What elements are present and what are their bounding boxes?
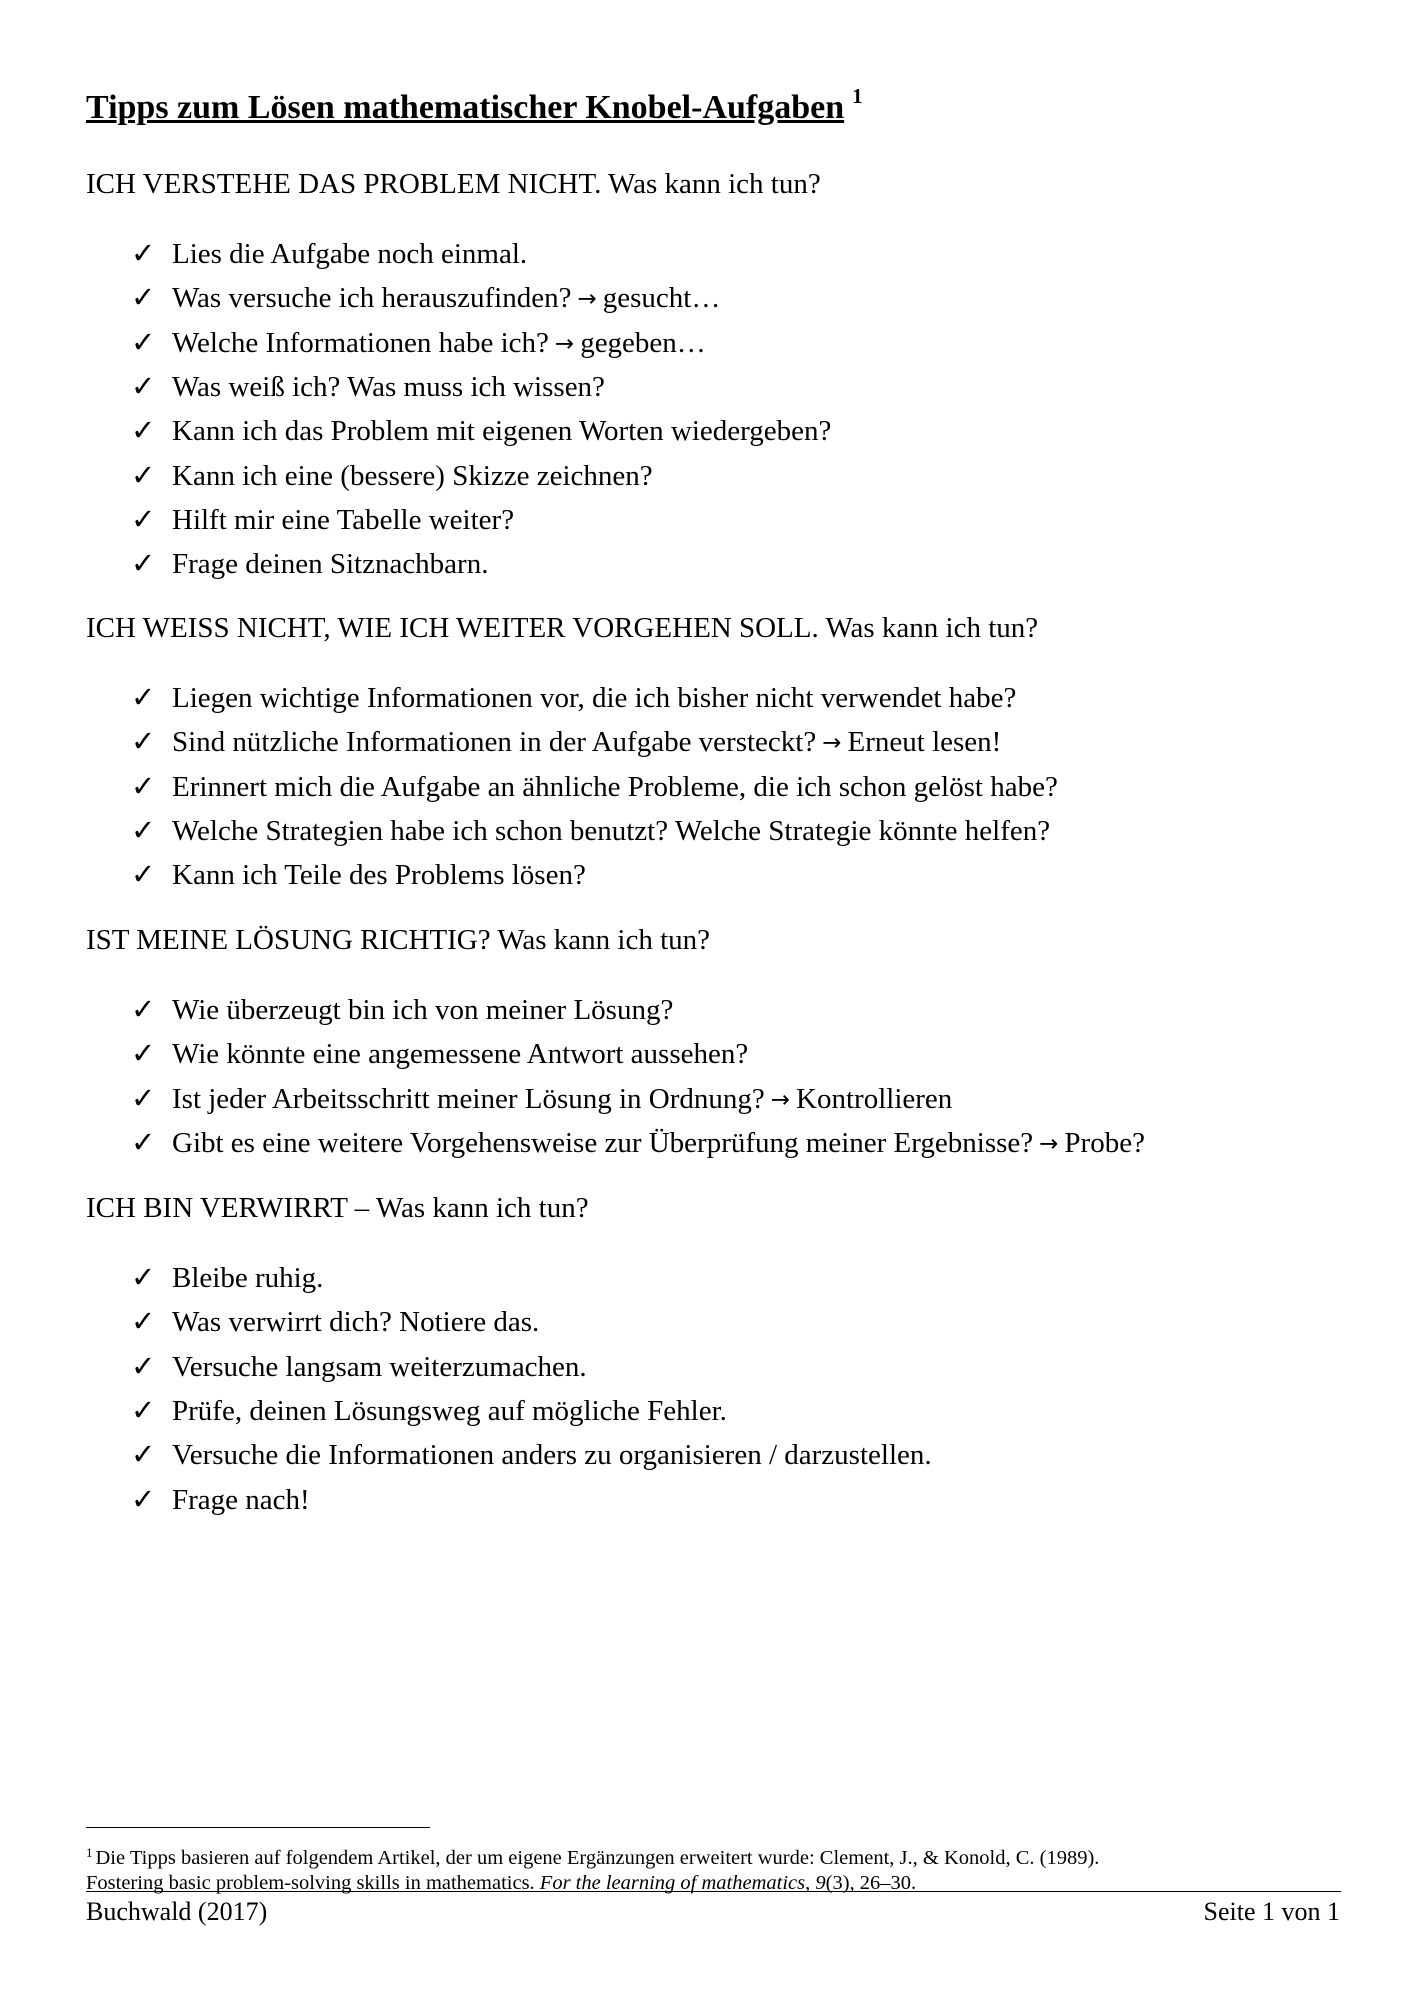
checklist-item bbox=[131, 1304, 539, 1339]
checkmark-icon: ✓ bbox=[131, 548, 156, 581]
checkmark-icon: ✓ bbox=[131, 1038, 156, 1071]
title-footnote-mark: 1 bbox=[852, 84, 863, 108]
checklist-item bbox=[131, 1125, 1145, 1160]
checkmark-icon: ✓ bbox=[131, 415, 156, 448]
checklist-item-text: Frage nach! bbox=[172, 1483, 310, 1516]
footnote-journal: For the learning of mathematics bbox=[539, 1872, 806, 1894]
checklist-item-text: Versuche langsam weiterzumachen. bbox=[172, 1350, 587, 1383]
section-heading: ICH VERSTEHE DAS PROBLEM NICHT. Was kann ich tun? bbox=[86, 168, 821, 200]
checklist-item-text: Kann ich Teile des Problems lösen? bbox=[172, 859, 586, 892]
checklist-item bbox=[131, 1036, 748, 1071]
arrow-right-icon: → bbox=[770, 1086, 791, 1113]
checklist-item-text: Versuche die Informationen anders zu organisieren / darzustellen. bbox=[172, 1439, 932, 1472]
footnote-text-1: Die Tipps basieren auf folgendem Artikel, der um eigene Ergänzungen erweitert wurde: Clement, J., & Konold, C. (1989). bbox=[95, 1847, 1100, 1869]
checklist-item-text: Was versuche ich herauszufinden? bbox=[172, 282, 572, 315]
checklist-item bbox=[131, 1437, 932, 1472]
checklist-item-text: Welche Strategien habe ich schon benutzt? Welche Strategie könnte helfen? bbox=[172, 814, 1051, 847]
checklist-item-text: Was verwirrt dich? Notiere das. bbox=[172, 1306, 540, 1339]
page-title bbox=[86, 84, 863, 127]
checkmark-icon: ✓ bbox=[131, 1439, 156, 1472]
checklist-item bbox=[131, 1081, 952, 1116]
section-heading: ICH WEISS NICHT, WIE ICH WEITER VORGEHEN SOLL. Was kann ich tun? bbox=[86, 612, 1039, 644]
checklist-item-text: Ist jeder Arbeitsschritt meiner Lösung in Ordnung? bbox=[172, 1082, 765, 1115]
checklist-item-text: Hilft mir eine Tabelle weiter? bbox=[172, 503, 515, 536]
checkmark-icon: ✓ bbox=[131, 1350, 156, 1383]
checklist-item-text: Liegen wichtige Informationen vor, die ich bisher nicht verwendet habe? bbox=[172, 682, 1017, 714]
checklist-item-text: Wie könnte eine angemessene Antwort aussehen? bbox=[172, 1038, 749, 1071]
footnote-text-2: Fostering basic problem-solving skills in mathematics. bbox=[86, 1872, 540, 1894]
checklist-item bbox=[131, 325, 706, 360]
checklist-item bbox=[131, 458, 653, 493]
checklist-item-text: Kann ich eine (bessere) Skizze zeichnen? bbox=[172, 459, 653, 492]
checkmark-icon: ✓ bbox=[131, 326, 156, 359]
footnote-mark: 1 bbox=[86, 1845, 93, 1860]
section-heading: IST MEINE LÖSUNG RICHTIG? Was kann ich tun? bbox=[86, 924, 711, 956]
checklist-item bbox=[131, 680, 1016, 715]
page-title-text: Tipps zum Lösen mathematischer Knobel-Aufgaben bbox=[86, 89, 845, 126]
checkmark-icon: ✓ bbox=[131, 770, 156, 803]
arrow-right-icon: → bbox=[822, 730, 842, 757]
checkmark-icon: ✓ bbox=[131, 459, 156, 492]
checklist-item-text: Wie überzeugt bin ich von meiner Lösung? bbox=[172, 994, 674, 1026]
checklist-item-text: Frage deinen Sitznachbarn. bbox=[172, 548, 489, 581]
checklist-item-hint: Kontrollieren bbox=[796, 1082, 953, 1115]
checklist-item-hint: gesucht… bbox=[602, 282, 721, 315]
checklist-item bbox=[131, 502, 514, 537]
arrow-right-icon: → bbox=[1039, 1130, 1059, 1157]
checkmark-icon: ✓ bbox=[131, 814, 156, 847]
checkmark-icon: ✓ bbox=[131, 282, 156, 315]
checkmark-icon: ✓ bbox=[131, 1483, 156, 1516]
footnote-volume: 9 bbox=[815, 1872, 826, 1894]
checklist-item bbox=[131, 992, 673, 1027]
checkmark-icon: ✓ bbox=[131, 1082, 156, 1115]
checklist-item bbox=[131, 1393, 727, 1428]
checklist-item bbox=[131, 236, 527, 271]
checkmark-icon: ✓ bbox=[131, 503, 156, 536]
checklist-item-text: Lies die Aufgabe noch einmal. bbox=[172, 238, 528, 270]
checkmark-icon: ✓ bbox=[131, 726, 156, 759]
checklist-item bbox=[131, 1349, 587, 1384]
footer-author: Buchwald (2017) bbox=[86, 1897, 268, 1926]
checkmark-icon: ✓ bbox=[131, 1394, 156, 1427]
checkmark-icon: ✓ bbox=[131, 1306, 156, 1339]
footnote bbox=[86, 1840, 1336, 1896]
checklist-item-hint: gegeben… bbox=[580, 326, 706, 359]
footnote-line-1 bbox=[86, 1840, 1336, 1871]
checklist-item-hint: Erneut lesen! bbox=[847, 726, 1002, 759]
checklist-item-text: Was weiß ich? Was muss ich wissen? bbox=[172, 370, 605, 403]
footnote-issue-pages: (3), 26–30. bbox=[825, 1872, 917, 1894]
checklist-item bbox=[131, 724, 1001, 759]
checklist-item bbox=[131, 369, 605, 404]
footnote-line-2 bbox=[86, 1871, 1336, 1896]
checkmark-icon: ✓ bbox=[131, 1126, 156, 1159]
arrow-right-icon: → bbox=[554, 330, 575, 357]
checkmark-icon: ✓ bbox=[131, 238, 156, 270]
checkmark-icon: ✓ bbox=[131, 859, 156, 892]
footer-page-number: Seite 1 von 1 bbox=[1203, 1897, 1340, 1926]
section-heading: ICH BIN VERWIRRT – Was kann ich tun? bbox=[86, 1192, 589, 1224]
footer-divider bbox=[86, 1891, 1341, 1892]
checkmark-icon: ✓ bbox=[131, 1262, 156, 1294]
checklist-item-text: Erinnert mich die Aufgabe an ähnliche Probleme, die ich schon gelöst habe? bbox=[172, 770, 1058, 803]
checklist-item bbox=[131, 280, 720, 315]
checklist-item-text: Kann ich das Problem mit eigenen Worten wiedergeben? bbox=[172, 415, 832, 448]
arrow-right-icon: → bbox=[577, 286, 597, 313]
checkmark-icon: ✓ bbox=[131, 682, 156, 714]
checklist-item bbox=[131, 413, 831, 448]
checklist-item bbox=[131, 813, 1050, 848]
checklist-item bbox=[131, 1482, 310, 1517]
checkmark-icon: ✓ bbox=[131, 370, 156, 403]
checklist-item-hint: Probe? bbox=[1064, 1126, 1145, 1159]
checklist-item bbox=[131, 857, 586, 892]
footnote-sep: , bbox=[805, 1872, 816, 1894]
footnote-divider bbox=[86, 1827, 430, 1828]
checklist-item bbox=[131, 1260, 323, 1295]
checkmark-icon: ✓ bbox=[131, 994, 156, 1026]
checklist-item-text: Prüfe, deinen Lösungsweg auf mögliche Fehler. bbox=[172, 1394, 727, 1427]
checklist-item bbox=[131, 546, 488, 581]
checklist-item-text: Sind nützliche Informationen in der Aufgabe versteckt? bbox=[172, 726, 817, 759]
checklist-item-text: Bleibe ruhig. bbox=[172, 1262, 324, 1294]
checklist-item-text: Welche Informationen habe ich? bbox=[172, 326, 549, 359]
checklist-item bbox=[131, 769, 1058, 804]
checklist-item-text: Gibt es eine weitere Vorgehensweise zur Überprüfung meiner Ergebnisse? bbox=[172, 1126, 1034, 1159]
